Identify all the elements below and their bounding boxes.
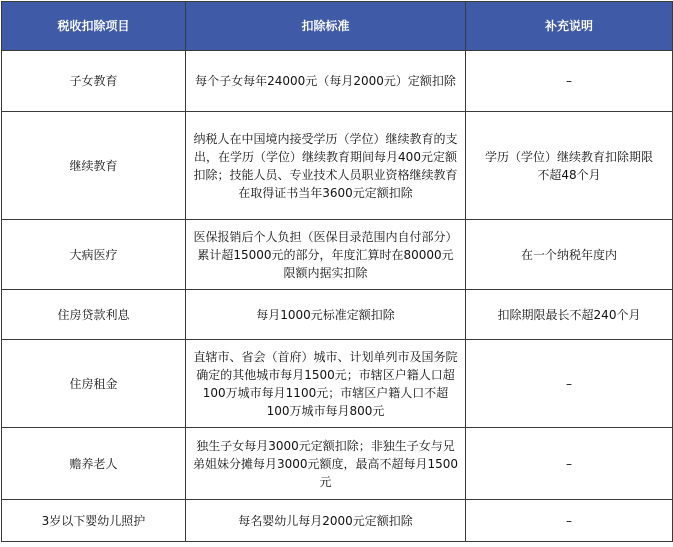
item-label: 子女教育: [69, 74, 118, 88]
table-row: [2, 500, 673, 542]
standard-text: 纳税人在中国境内接受学历（学位）继续教育的支出，在学历（学位）继续教育期间每月400元定额扣除；技能人员、专业技术人员职业资格继续教育在取得证书当年3600元定额扣除: [193, 131, 458, 200]
standard-text: 每月1000元标准定额扣除: [256, 307, 395, 322]
header-standard: 扣除标准: [186, 2, 466, 51]
table-row: [2, 340, 673, 428]
standard-cell: [186, 428, 466, 500]
standard-text: 医保报销后个人负担（医保目录范围内自付部分）累计超15000元的部分，年度汇算时在80000元限额内据实扣除: [193, 229, 458, 280]
header-item: 税收扣除项目: [2, 2, 186, 51]
table-body: [2, 51, 673, 542]
standard-text: 每名婴幼儿每月2000元定额扣除: [238, 513, 413, 528]
standard-text: 直辖市、省会（首府）城市、计划单列市及国务院确定的其他城市每月1500元；市辖区户籍人口超100万城市每月1100元；市辖区户籍人口不超100万城市每月800元: [193, 349, 458, 418]
table-header: [2, 2, 673, 51]
item-cell: [2, 428, 186, 500]
note-text: 学历（学位）继续教育扣除期限不超48个月: [485, 149, 654, 182]
standard-cell: [186, 290, 466, 340]
note-text: 扣除期限最长不超240个月: [497, 307, 641, 322]
standard-cell: [186, 340, 466, 428]
table-row: [2, 220, 673, 290]
note-text: –: [566, 74, 572, 88]
item-cell: [2, 500, 186, 542]
note-cell: [466, 500, 673, 542]
note-cell: [466, 428, 673, 500]
note-cell: [466, 220, 673, 290]
table-row: [2, 51, 673, 112]
header-row: [2, 2, 673, 51]
tax-deduction-table: [1, 1, 673, 542]
note-cell: [466, 290, 673, 340]
item-cell: [2, 112, 186, 220]
item-cell: [2, 290, 186, 340]
item-label: 3岁以下婴幼儿照护: [41, 513, 146, 528]
standard-cell: [186, 51, 466, 112]
note-text: –: [566, 513, 572, 528]
item-label: 大病医疗: [69, 247, 118, 262]
standard-cell: [186, 112, 466, 220]
table-row: [2, 428, 673, 500]
note-cell: [466, 340, 673, 428]
table-row: [2, 112, 673, 220]
item-cell: [2, 220, 186, 290]
item-cell: [2, 51, 186, 112]
note-cell: [466, 51, 673, 112]
item-label: 继续教育: [69, 158, 118, 173]
standard-text: 每个子女每年24000元（每月2000元）定额扣除: [195, 74, 456, 88]
note-text: –: [566, 456, 572, 471]
standard-cell: [186, 220, 466, 290]
item-cell: [2, 340, 186, 428]
note-text: 在一个纳税年度内: [520, 247, 617, 262]
table-row: [2, 290, 673, 340]
note-text: –: [566, 376, 572, 391]
header-note: 补充说明: [466, 2, 673, 51]
item-label: 赡养老人: [69, 456, 118, 471]
item-label: 住房贷款利息: [57, 307, 130, 322]
standard-text: 独生子女每月3000元定额扣除；非独生子女与兄弟姐妹分摊每月3000元额度，最高不超每月1500元: [192, 438, 459, 489]
note-cell: [466, 112, 673, 220]
standard-cell: [186, 500, 466, 542]
item-label: 住房租金: [69, 376, 118, 391]
